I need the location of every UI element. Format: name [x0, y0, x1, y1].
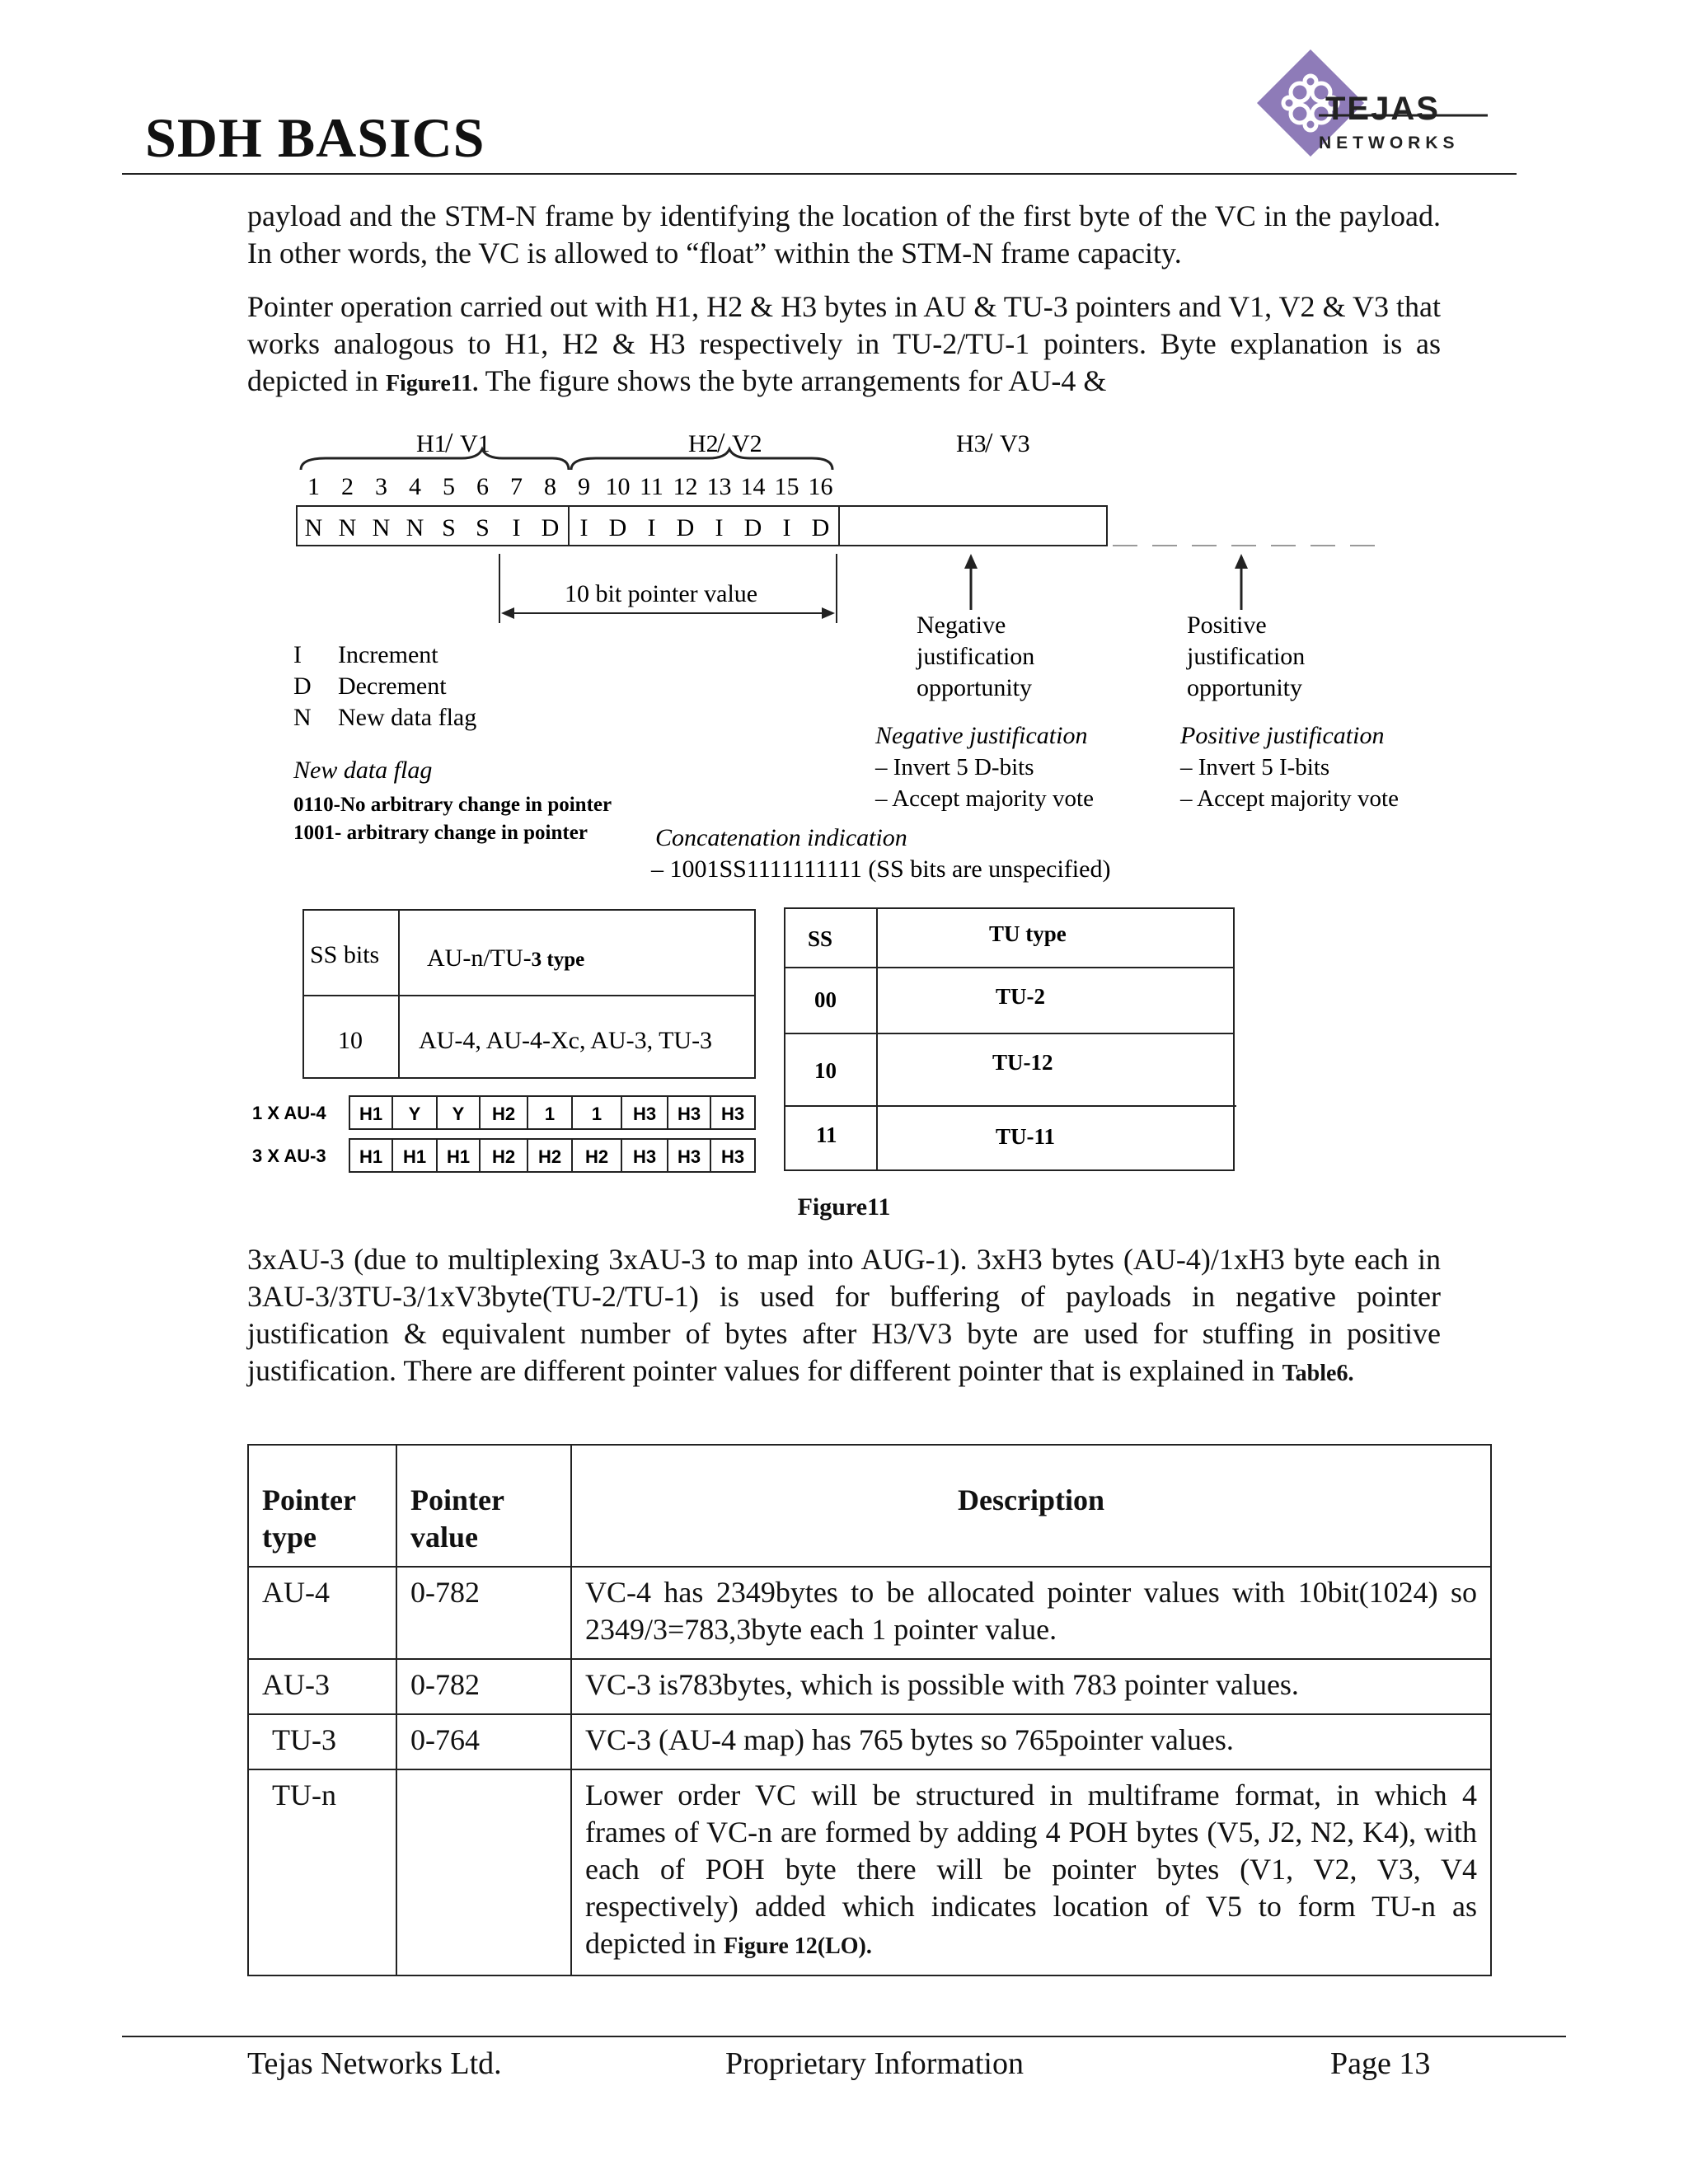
- bit-number: 12: [673, 473, 698, 500]
- footer-page-number: Page 13: [1330, 2046, 1431, 2081]
- legend-d-code: D: [293, 673, 312, 700]
- bit-code: I: [512, 514, 521, 541]
- bit-code: N: [372, 514, 391, 541]
- bit-number: 15: [774, 473, 799, 500]
- pos-just-line2: – Accept majority vote: [1180, 785, 1399, 812]
- au4-row-label: 1 X AU-4: [252, 1103, 326, 1123]
- au-cell-label: H3: [677, 1146, 701, 1167]
- bit-code: N: [338, 514, 357, 541]
- cell-desc: [571, 1769, 1491, 1975]
- header-pointer-value: Pointer value: [396, 1445, 571, 1567]
- neg-opp-3: opportunity: [917, 674, 1032, 701]
- cell-desc: VC-4 has 2349bytes to be allocated pointer values with 10bit(1024) so 2349/3=783,3byte each 1 pointer value.: [571, 1567, 1491, 1659]
- ss-tu-r2-type: TU-12: [992, 1050, 1053, 1075]
- slash-3: /: [985, 428, 993, 458]
- cell-value: [396, 1769, 571, 1975]
- label-h3: H3: [956, 430, 987, 457]
- figure-12-reference: Figure 12(LO).: [723, 1933, 872, 1959]
- neg-just-title: Negative justification: [875, 722, 1088, 749]
- bit-code: D: [608, 514, 627, 541]
- label-v1: V1: [460, 430, 490, 457]
- cell-type: TU-3: [248, 1714, 396, 1769]
- pos-just-title: Positive justification: [1180, 722, 1385, 749]
- au-cell-label: 1: [591, 1104, 603, 1124]
- paragraph-1: payload and the STM-N frame by identifying the location of the first byte of the VC in the payload. In other words, the VC is allowed to “float” within the STM-N frame capacity.: [247, 199, 1441, 269]
- ss-tu-r3-type: TU-11: [996, 1124, 1056, 1149]
- bit-code: I: [579, 514, 588, 541]
- au-cell-label: H1: [359, 1146, 383, 1167]
- legend-d-meaning: Decrement: [338, 673, 447, 700]
- table-row: [248, 1659, 1491, 1714]
- bit-number: 8: [544, 473, 556, 500]
- legend-i-code: I: [293, 641, 302, 668]
- table-row: [248, 1769, 1491, 1975]
- bit-number: 11: [640, 473, 663, 500]
- bit-code: S: [476, 514, 490, 541]
- cell-type: AU-4: [248, 1567, 396, 1659]
- bit-codes: [305, 514, 830, 541]
- table-row: [248, 1567, 1491, 1659]
- au-cell-label: H3: [632, 1146, 657, 1167]
- bit-code: I: [647, 514, 656, 541]
- pos-just-line1: – Invert 5 I-bits: [1180, 754, 1330, 780]
- pos-opp-3: opportunity: [1187, 674, 1302, 701]
- cell-desc: VC-3 (AU-4 map) has 765 bytes so 765pointer values.: [571, 1714, 1491, 1769]
- au-cell-label: H2: [537, 1146, 562, 1167]
- table-header-row: [248, 1445, 1491, 1567]
- cell-type: TU-n: [248, 1769, 396, 1975]
- figure-reference: Figure11.: [385, 371, 479, 396]
- au-cell-label: H3: [677, 1104, 701, 1124]
- cell-desc-text: Lower order VC will be structured in multiframe format, in which 4 frames of VC-n are formed by adding 4 POH bytes (V5, J2, N2, K4), with each of POH byte there will be pointer bytes (V1, V2, V3, V4 respectively) added which indicates location of V5 to form TU-n as depicted in: [585, 1779, 1477, 1960]
- new-data-flag-line2: 1001- arbitrary change in pointer: [293, 822, 588, 844]
- legend-n-code: N: [293, 704, 312, 731]
- pos-opp-2: justification: [1187, 643, 1306, 670]
- bit-number: 5: [443, 473, 455, 500]
- ss-au-v2: AU-4, AU-4-Xc, AU-3, TU-3: [419, 1027, 713, 1054]
- ss-au-h1: SS bits: [310, 941, 380, 968]
- bit-number: 14: [740, 473, 766, 500]
- bit-number: 2: [341, 473, 354, 500]
- cell-desc: VC-3 is783bytes, which is possible with 783 pointer values.: [571, 1659, 1491, 1714]
- ss-au-h2: AU-n/TU-3 type: [427, 944, 585, 972]
- header-pointer-type: Pointer type: [248, 1445, 396, 1567]
- au-cell-label: 1: [544, 1104, 556, 1124]
- cell-value: 0-782: [396, 1659, 571, 1714]
- cell-type: AU-3: [248, 1659, 396, 1714]
- slash-2: /: [717, 428, 725, 458]
- au-cell-label: Y: [452, 1104, 465, 1124]
- label-v2: V2: [732, 430, 762, 457]
- au-cell-label: H3: [720, 1146, 745, 1167]
- bit-numbers: [307, 473, 833, 500]
- au-cell-label: H3: [720, 1104, 745, 1124]
- au-cell-label: Y: [408, 1104, 421, 1124]
- footer-rule: [122, 2036, 1566, 2037]
- ss-tu-r1-ss: 00: [814, 987, 837, 1012]
- logo-text-tejas: TEJAS: [1325, 91, 1440, 127]
- bit-code: D: [743, 514, 762, 541]
- bit-number: 9: [578, 473, 590, 500]
- neg-opp-2: justification: [917, 643, 1035, 670]
- label-v3: V3: [1000, 430, 1030, 457]
- table-reference: Table6.: [1282, 1361, 1354, 1386]
- footer-proprietary: Proprietary Information: [725, 2046, 1024, 2081]
- bit-number: 7: [510, 473, 523, 500]
- label-h1: H1: [416, 430, 447, 457]
- au4-row: [349, 1096, 755, 1129]
- new-data-flag-line1: 0110-No arbitrary change in pointer: [293, 794, 612, 816]
- au-cell-label: H2: [584, 1146, 609, 1167]
- paragraph-2-text: Pointer operation carried out with H1, H2 & H3 bytes in AU & TU-3 pointers and V1, V2 & V3 that works analogous to H1, H2 & H3 respectively in TU-2/TU-1 pointers. Byte explanation is as depicted in: [247, 290, 1441, 397]
- legend-n-meaning: New data flag: [338, 704, 477, 731]
- bit-number: 6: [476, 473, 489, 500]
- logo-text-networks: NETWORKS: [1319, 134, 1460, 152]
- ss-tu-r1-type: TU-2: [996, 984, 1045, 1009]
- bit-code: S: [442, 514, 456, 541]
- ss-au-v1: 10: [338, 1027, 363, 1054]
- legend-i-meaning: Increment: [338, 641, 438, 668]
- cell-value: 0-782: [396, 1567, 571, 1659]
- concat-title: Concatenation indication: [655, 824, 907, 851]
- ss-tu-r3-ss: 11: [816, 1122, 837, 1147]
- neg-just-line1: – Invert 5 D-bits: [875, 754, 1034, 780]
- bit-number: 3: [375, 473, 387, 500]
- page-title: SDH BASICS: [145, 106, 485, 169]
- ss-tu-h2: TU type: [989, 921, 1067, 946]
- ss-tu-r2-ss: 10: [814, 1058, 837, 1083]
- new-data-flag-title: New data flag: [293, 757, 433, 784]
- table-row: [248, 1714, 1491, 1769]
- au3-row: [349, 1139, 755, 1172]
- bit-code: I: [715, 514, 724, 541]
- ss-tu-h1: SS: [808, 926, 833, 951]
- bit-code: D: [676, 514, 695, 541]
- bit-number: 4: [409, 473, 421, 500]
- bit-number: 16: [808, 473, 833, 500]
- paragraph-3: [247, 1241, 1441, 1392]
- bit-code: N: [304, 514, 323, 541]
- au-cell-label: H1: [446, 1146, 471, 1167]
- header-description: Description: [571, 1445, 1491, 1567]
- bit-code: N: [406, 514, 424, 541]
- au-cell-label: H2: [491, 1104, 516, 1124]
- paragraph-2-tail: The figure shows the byte arrangements for AU-4 &: [485, 364, 1107, 397]
- au-cell-label: H3: [632, 1104, 657, 1124]
- pointer-table: [247, 1444, 1492, 1976]
- cell-value: 0-764: [396, 1714, 571, 1769]
- pointer-value-label: 10 bit pointer value: [565, 580, 758, 607]
- pos-opp-1: Positive: [1187, 612, 1267, 639]
- slash-1: /: [445, 428, 453, 458]
- neg-opp-1: Negative: [917, 612, 1006, 639]
- concat-line1: – 1001SS1111111111 (SS bits are unspecified): [651, 855, 1111, 883]
- au-cell-label: H1: [402, 1146, 427, 1167]
- bit-code: I: [782, 514, 791, 541]
- figure-caption: Figure11: [797, 1193, 891, 1221]
- bit-number: 10: [605, 473, 631, 500]
- bit-code: D: [811, 514, 830, 541]
- bit-number: 1: [307, 473, 320, 500]
- au3-row-label: 3 X AU-3: [252, 1146, 326, 1166]
- footer-company: Tejas Networks Ltd.: [247, 2046, 502, 2081]
- bit-code: D: [541, 514, 560, 541]
- paragraph-3-text: 3xAU-3 (due to multiplexing 3xAU-3 to map into AUG-1). 3xH3 bytes (AU-4)/1xH3 byte each in 3AU-3/3TU-3/1xV3byte(TU-2/TU-1) is used for buffering of payloads in negative pointer justification & equivalent number of bytes after H3/V3 byte are used for stuffing in positive justification. There are different pointer values for different pointer that is explained in: [247, 1243, 1441, 1387]
- au-cell-label: H2: [491, 1146, 516, 1167]
- bit-number: 13: [706, 473, 732, 500]
- neg-just-line2: – Accept majority vote: [875, 785, 1094, 812]
- label-h2: H2: [688, 430, 719, 457]
- au-cell-label: H1: [359, 1104, 383, 1124]
